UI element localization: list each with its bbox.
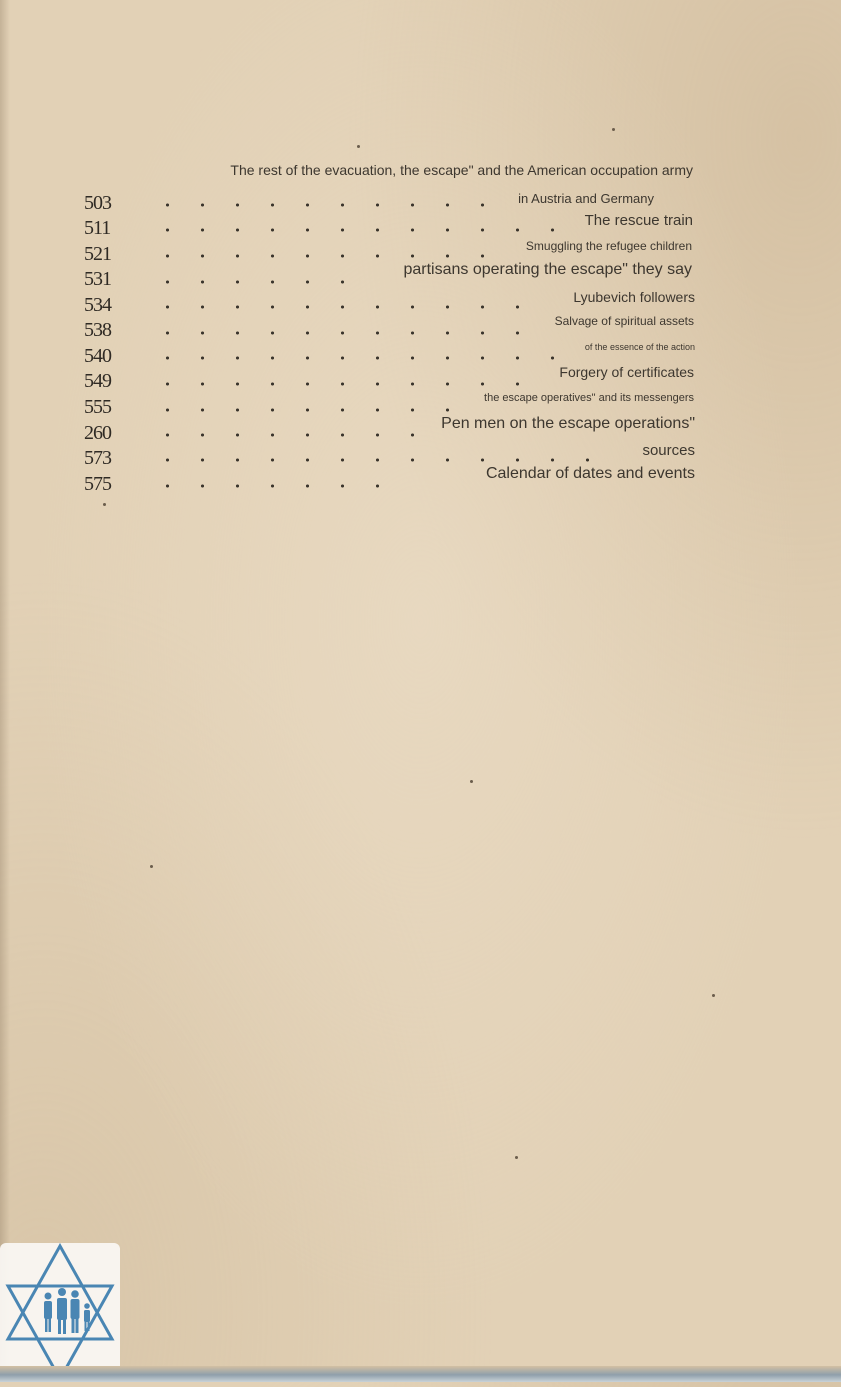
page-bottom-edge	[0, 1366, 841, 1382]
dot-leader	[150, 228, 555, 232]
dot-leader	[150, 280, 345, 284]
dot-leader	[150, 305, 520, 309]
toc-entry-title: Salvage of spiritual assets	[554, 314, 694, 328]
toc-header: The rest of the evacuation, the escape" and the American occupation army	[230, 162, 693, 178]
toc-entry-title: of the essence of the action	[584, 342, 695, 352]
paper-speck	[103, 503, 106, 506]
dot-leader	[150, 203, 485, 207]
toc-entry-title: in Austria and Germany	[518, 191, 654, 206]
dot-leader	[150, 408, 450, 412]
toc-entry-title: Smuggling the refugee children	[525, 239, 692, 253]
toc-page-number: 511	[84, 217, 111, 239]
dot-leader	[150, 331, 520, 335]
dot-leader	[150, 254, 485, 258]
toc-page-number: 555	[84, 396, 111, 418]
dot-leader	[150, 458, 590, 462]
toc-page-number: 575	[84, 473, 111, 495]
toc-entry-title: the escape operatives" and its messengers	[484, 392, 694, 404]
toc-page-number: 503	[84, 192, 111, 214]
toc-entry-title: The rescue train	[584, 212, 693, 229]
toc-entry	[0, 342, 841, 367]
toc-page-number: 260	[84, 422, 111, 444]
toc-entry-title: Pen men on the escape operations"	[441, 415, 695, 432]
toc-page-number: 549	[84, 370, 111, 392]
paper-speck	[470, 780, 473, 783]
toc-entry	[0, 364, 841, 392]
toc-entry-title: Calendar of dates and events	[485, 465, 695, 482]
toc-entry	[0, 415, 841, 444]
paper-speck	[357, 145, 360, 148]
toc-entry	[0, 192, 841, 214]
toc-entry	[0, 261, 841, 290]
toc-entry-title: Forgery of certificates	[559, 364, 694, 380]
toc-entry-title: sources	[642, 442, 695, 459]
dot-leader	[150, 433, 415, 437]
toc-page-number: 531	[84, 268, 111, 290]
toc-entry	[0, 289, 841, 316]
toc-entry	[0, 392, 841, 418]
dot-leader	[150, 356, 555, 360]
toc-page-number: 534	[84, 294, 111, 316]
toc-page-number: 573	[84, 447, 111, 469]
toc-entry	[0, 465, 841, 495]
toc-page-number: 521	[84, 243, 111, 265]
archive-logo	[0, 1243, 120, 1382]
dot-leader	[150, 382, 520, 386]
paper-speck	[515, 1156, 518, 1159]
toc-entry-title: partisans operating the escape" they say	[403, 261, 692, 278]
toc-entry	[0, 442, 841, 469]
toc-entry	[0, 212, 841, 239]
paper-speck	[150, 865, 153, 868]
paper-speck	[712, 994, 715, 997]
toc-entry-title: Lyubevich followers	[573, 289, 695, 305]
paper-speck	[612, 128, 615, 131]
toc-page-number: 540	[84, 345, 111, 367]
star-of-david-family-icon	[0, 1243, 120, 1382]
toc-entry	[0, 314, 841, 341]
toc-page-number: 538	[84, 319, 111, 341]
dot-leader	[150, 484, 380, 488]
